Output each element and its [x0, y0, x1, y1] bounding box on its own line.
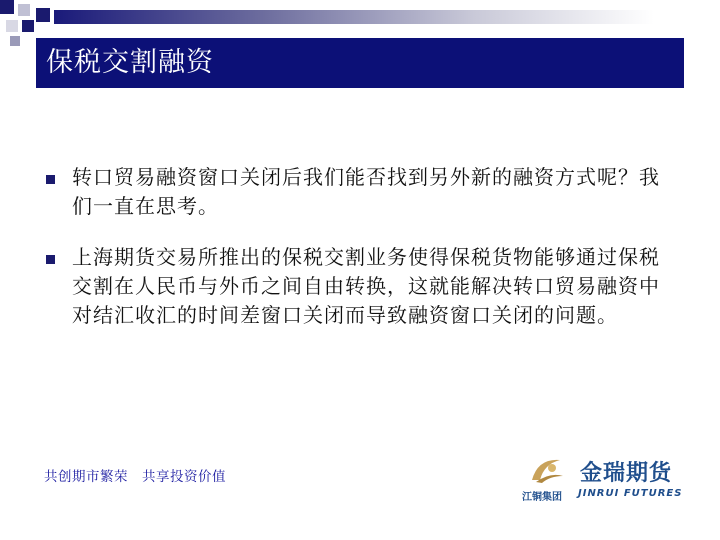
bullet-square-icon — [46, 255, 55, 264]
jinrui-logo-icon — [530, 454, 564, 484]
bullet-text: 转口贸易融资窗口关闭后我们能否找到另外新的融资方式呢？我们一直在思考。 — [72, 165, 660, 218]
bullet-list — [44, 163, 684, 352]
title-bar — [36, 38, 684, 88]
bullet-item — [44, 243, 684, 330]
header-gradient-bar — [54, 10, 654, 24]
footer-slogan: 共创期市繁荣 共享投资价值 — [44, 469, 226, 485]
bullet-item — [44, 163, 684, 221]
logo-english-name: JINRUI FUTURES — [578, 488, 683, 499]
logo-group-name: 江铜集团 — [522, 492, 562, 503]
slide-title: 保税交割融资 — [46, 47, 214, 78]
logo-name: 金瑞期货 — [580, 461, 673, 486]
company-logo — [520, 454, 690, 502]
bullet-square-icon — [46, 175, 55, 184]
bullet-text: 上海期货交易所推出的保税交割业务使得保税货物能够通过保税交割在人民币与外币之间自由转换，这就能解决转口贸易融资中对结汇收汇的时间差窗口关闭而导致融资窗口关闭的问题。 — [72, 245, 660, 327]
